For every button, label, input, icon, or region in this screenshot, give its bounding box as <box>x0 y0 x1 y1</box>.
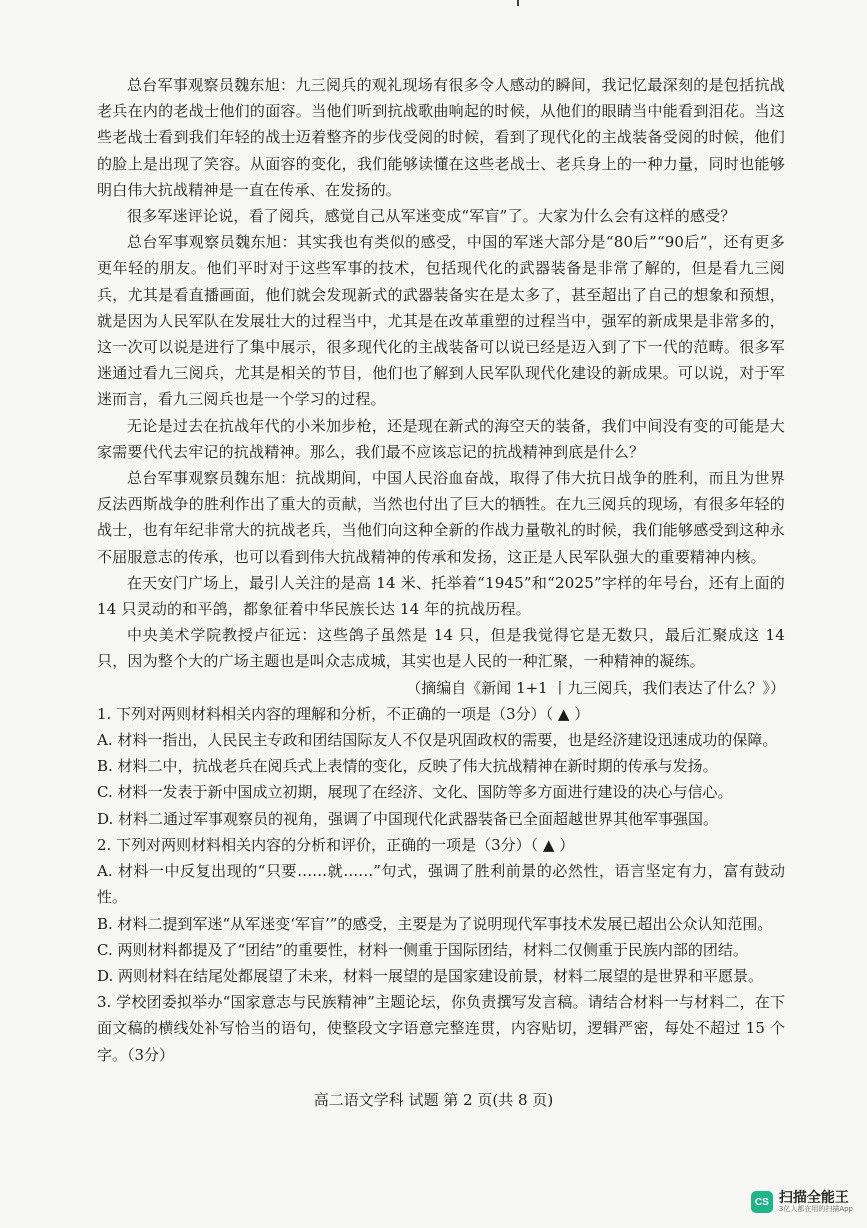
page-footer: 高二语文学科 试题 第 2 页(共 8 页) <box>313 1091 554 1109</box>
source-note: （摘编自《新闻 1+1 丨九三阅兵，我们表达了什么？》） <box>406 678 785 697</box>
paragraph: 中央美术学院教授卢征远：这些鸽子虽然是 14 只，但是我觉得它是无数只，最后汇聚成这 14 只，因为整个大的广场主题也是叫众志成城，其实也是人民的一种汇聚，一种精神的凝练。 <box>97 626 785 671</box>
article-body <box>97 72 785 1068</box>
question-option: A. 材料一指出，人民民主专政和团结国际友人不仅是巩固政权的需要，也是经济建设迅速成功的保障。 <box>97 731 778 750</box>
paragraph: 很多军迷评论说，看了阅兵，感觉自己从军迷变成“军盲”了。大家为什么会有这样的感受？ <box>127 207 736 226</box>
question-option: D. 两则材料在结尾处都展望了未来，材料一展望的是国家建设前景，材料二展望的是世界和平愿景。 <box>97 966 764 985</box>
watermark-subtitle: 3亿人都在用的扫描App <box>778 1205 853 1214</box>
paragraph: 在天安门广场上，最引人关注的是高 14 米、托举着“1945”和“2025”字样的年号台，还有上面的 14 只灵动的和平鸽，都象征着中华民族长达 14 年的抗战历程。 <box>97 573 785 619</box>
paragraph: 总台军事观察员魏东旭：九三阅兵的观礼现场有很多令人感动的瞬间，我记忆最深刻的是包括抗战老兵在内的老战士他们的面容。当他们听到抗战歌曲响起的时候，从他们的眼睛当中能看到泪花。当这些老战士看到我们年轻的战士迈着整齐的步伐受阅的时候，看到了现代化的主战装备受阅的时候，他们的脸上是出现了笑容。从面容的变化，我们能够读懂在这些老战士、老兵身上的一种力量，同时也能够明白伟大抗战精神是一直在传承、在发扬的。 <box>97 76 785 199</box>
camscanner-logo-icon: CS <box>751 1191 773 1213</box>
question-option: B. 材料二中，抗战老兵在阅兵式上表情的变化，反映了伟大抗战精神在新时期的传承与发扬。 <box>97 757 718 776</box>
paragraph: 无论是过去在抗战年代的小米加步枪，还是现在新式的海空天的装备，我们中间没有变的可能是大家需要代代去牢记的抗战精神。那么，我们最不应该忘记的抗战精神到底是什么？ <box>97 416 785 461</box>
question-option: B. 材料二提到军迷“从军迷变‘军盲’”的感受，主要是为了说明现代军事技术发展已超出公众认知范围。 <box>97 914 773 933</box>
question-option: D. 材料二通过军事观察员的视角，强调了中国现代化武器装备已全面超越世界其他军事强国。 <box>97 809 719 828</box>
question-option: C. 材料一发表于新中国成立初期，展现了在经济、文化、国防等多方面进行建设的决心与信心。 <box>97 783 733 802</box>
scanner-watermark <box>751 1191 853 1214</box>
watermark-title: 扫描全能王 <box>778 1189 849 1206</box>
question-stem: 3. 学校团委拟举办“国家意志与民族精神”主题论坛，你负责撰写发言稿。请结合材料一与材料二，在下面文稿的横线处补写恰当的语句，使整段文字语意完整连贯，内容贴切，逻辑严密，每处不超过 15 个字。（3分） <box>97 993 785 1064</box>
question-option: C. 两则材料都提及了“团结”的重要性，材料一侧重于国际团结，材料二仅侧重于民族内部的团结。 <box>97 940 748 959</box>
paragraph: 总台军事观察员魏东旭：其实我也有类似的感受，中国的军迷大部分是“80后”“90后”，还有更多更年轻的朋友。他们平时对于这些军事的技术，包括现代化的武器装备是非常了解的，但是看九三阅兵，尤其是看直播画面，他们就会发现新式的武器装备实在是太多了，甚至超出了自己的想象和预想，就是因为人民军队在发展壮大的过程当中，尤其是在改革重塑的过程当中，强军的新成果是非常多的，这一次可以说是进行了集中展示，很多现代化的主战装备可以说已经是迈入到了下一代的范畴。很多军迷通过看九三阅兵，尤其是相关的节目，他们也了解到人民军队现代化建设的新成果。可以说，对于军迷而言，看九三阅兵也是一个学习的过程。 <box>97 233 785 409</box>
watermark-text <box>779 1191 853 1214</box>
question-stem: 2. 下列对两则材料相关内容的分析和评价，正确的一项是（3分）（ ▲ ） <box>97 835 575 854</box>
paragraph: 总台军事观察员魏东旭：抗战期间，中国人民浴血奋战，取得了伟大抗日战争的胜利，而且为世界反法西斯战争的胜利作出了重大的贡献，当然也付出了巨大的牺牲。在九三阅兵的现场，有很多年轻的战士，也有年纪非常大的抗战老兵，当他们向这种全新的作战力量敬礼的时候，我们能够感受到这种永不屈服意志的传承，也可以看到伟大抗战精神的传承和发扬，这正是人民军队强大的重要精神内核。 <box>97 469 785 566</box>
scan-mark <box>517 0 519 6</box>
question-option: A. 材料一中反复出现的“只要……就……”句式，强调了胜利前景的必然性，语言坚定有力，富有鼓动性。 <box>97 862 785 907</box>
question-stem: 1. 下列对两则材料相关内容的理解和分析，不正确的一项是（3分）（ ▲ ） <box>97 704 590 723</box>
